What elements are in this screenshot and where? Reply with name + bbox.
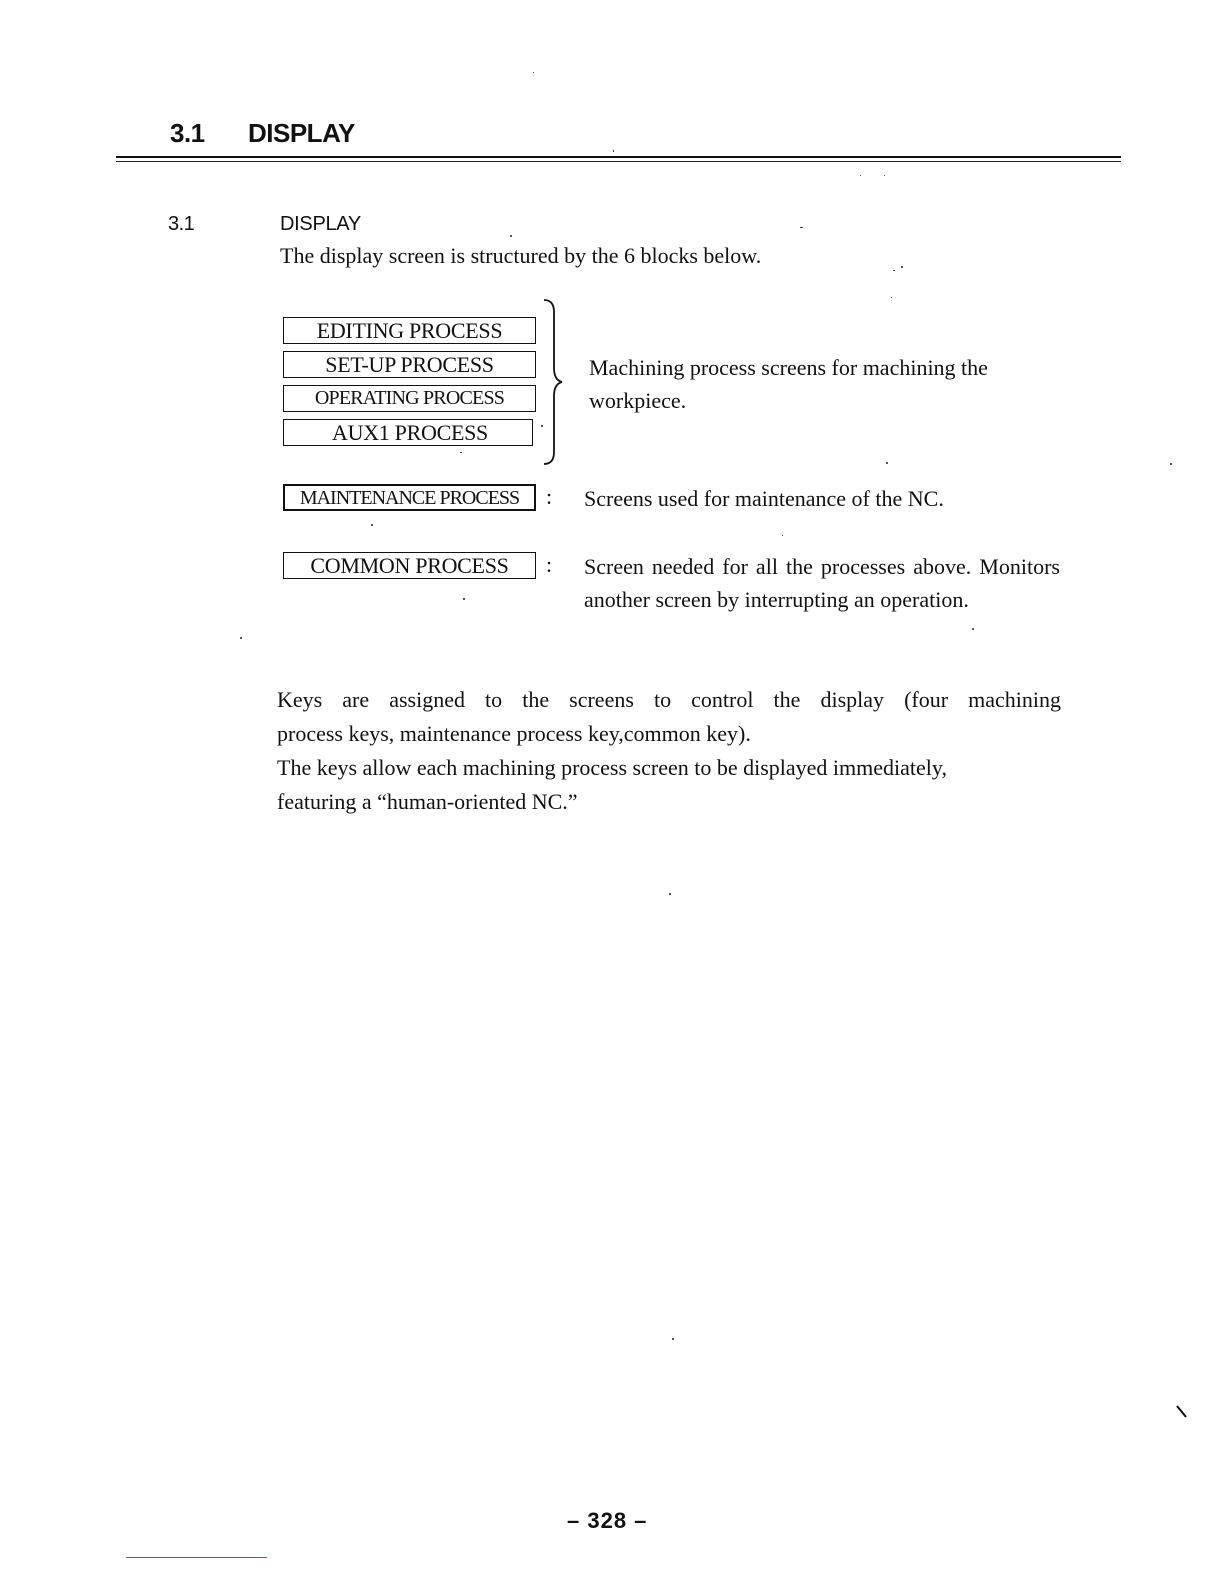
scan-speck: [240, 637, 242, 639]
scan-speck: [884, 175, 885, 176]
scan-speck: [893, 270, 895, 271]
scan-speck: [972, 628, 974, 630]
scan-speck: [463, 598, 465, 600]
scan-speck: [669, 893, 671, 895]
common-separator: :: [546, 552, 553, 577]
section-number: 3.1: [170, 118, 205, 148]
subsection-number: 3.1: [168, 213, 195, 235]
footer-line: [126, 1557, 267, 1558]
machining-description: Machining process screens for machining the workpiece.: [589, 355, 988, 413]
scan-speck: [886, 462, 888, 464]
scan-speck: [1170, 463, 1172, 465]
scan-speck: [901, 266, 903, 268]
scan-speck: [613, 150, 614, 152]
body-line: featuring a “human-oriented NC.”: [277, 789, 578, 814]
header-rule-thin: [116, 161, 1121, 162]
common-process-key: COMMON PROCESS: [283, 552, 536, 579]
scan-speck: [510, 235, 512, 237]
scan-speck: [460, 452, 462, 453]
scan-speck: [800, 227, 803, 228]
scan-speck: [860, 175, 861, 176]
editing-process-key: EDITING PROCESS: [283, 317, 536, 344]
scan-speck: [782, 535, 783, 536]
subsection-title: DISPLAY: [280, 213, 361, 235]
maintenance-process-key: MAINTENANCE PROCESS: [283, 484, 536, 511]
body-line: Keys are assigned to the screens to control the display (four machining: [277, 687, 1061, 712]
operating-process-key: OPERATING PROCESS: [283, 385, 536, 412]
page-number: – 328 –: [567, 1508, 648, 1533]
scan-speck: [891, 297, 892, 298]
scan-speck: [533, 72, 534, 73]
scan-speck: [672, 1338, 674, 1340]
intro-text: The display screen is structured by the 6 blocks below.: [280, 243, 762, 268]
body-line: The keys allow each machining process screen to be displayed immediately,: [277, 755, 947, 780]
maintenance-description: Screens used for maintenance of the NC.: [584, 486, 944, 511]
common-description: Screen needed for all the processes above. Monitors another screen by interrupting an operation.: [584, 554, 1060, 612]
header-rule: [116, 156, 1121, 158]
body-line: process keys, maintenance process key,common key).: [277, 721, 751, 746]
scan-speck: [371, 524, 373, 526]
setup-process-key: SET-UP PROCESS: [283, 351, 536, 378]
brace-icon: [538, 298, 564, 466]
section-title: DISPLAY: [248, 118, 355, 148]
body-paragraph: [277, 683, 1061, 819]
scan-speck: [541, 425, 543, 427]
maintenance-separator: :: [546, 484, 553, 509]
scan-mark-icon: [1176, 1405, 1188, 1419]
aux1-process-key: AUX1 PROCESS: [283, 419, 533, 446]
